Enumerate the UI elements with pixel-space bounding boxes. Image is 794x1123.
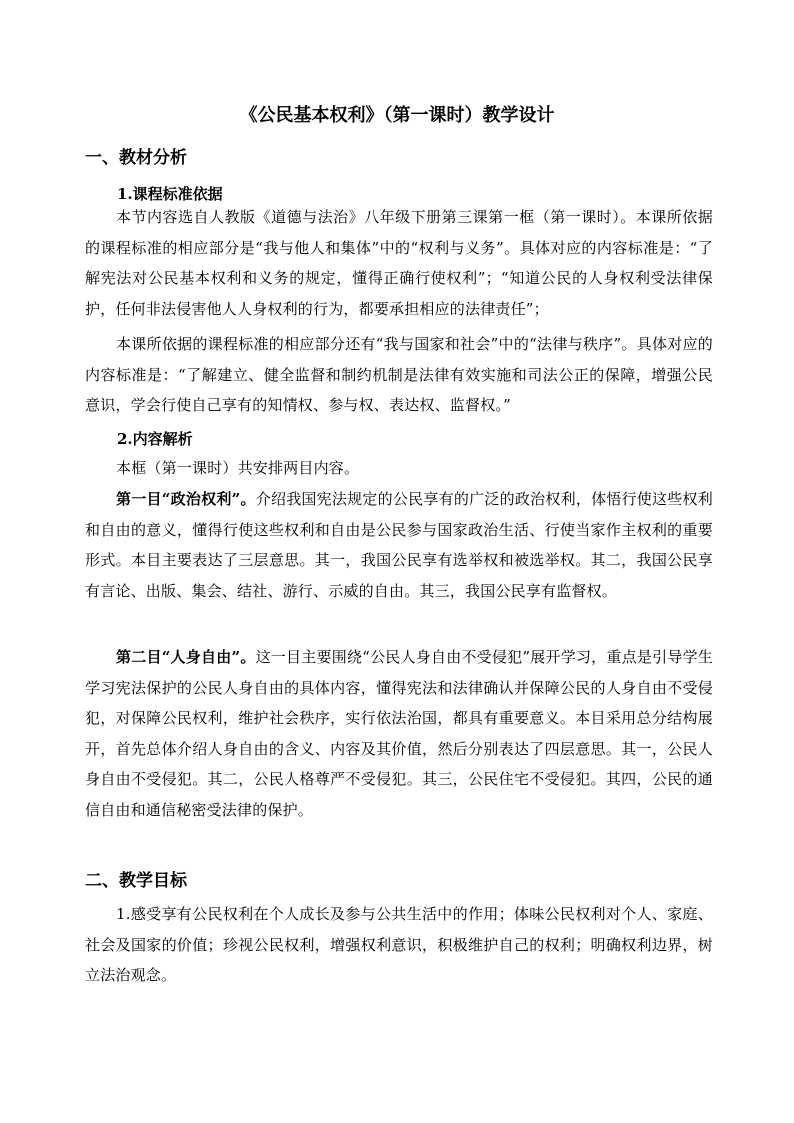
paragraph-content-overview: 本框（第一课时）共安排两目内容。 (116, 459, 360, 477)
section-heading-textbook-analysis: 一、教材分析 (85, 148, 187, 168)
paragraph-curriculum-standard-2: 本课所依据的课程标准的相应部分还有“我与国家和社会”中的“法律与秩序”。具体对应的内容标准是：“了解建立、健全监督和制约机制是法律有效实施和司法公正的保障，增强公民意识，学会行使自己享有的知情权、参与权、表达权、监督权。” (85, 335, 713, 414)
document-title: 《公民基本权利》（第一课时）教学设计 (239, 105, 555, 126)
paragraph-political-rights (85, 484, 713, 606)
paragraph-teaching-objective-1: 1.感受享有公民权利在个人成长及参与公共生活中的作用；体味公民权利对个人、家庭、社会及国家的价值；珍视公民权利，增强权利意识，积极维护自己的权利；明确权利边界，树立法治观念。 (85, 905, 713, 984)
political-rights-lead: 第一目“政治权利”。 (116, 490, 256, 508)
paragraph-curriculum-standard-1: 本节内容选自人教版《道德与法治》八年级下册第三课第一框（第一课时）。本课所依据的课程标准的相应部分是“我与他人和集体”中的“权利与义务”。具体对应的内容标准是：“了解宪法对公民基本权利和义务的规定，懂得正确行使权利”；“知道公民的人身权利受法律保护，任何非法侵害他人人身权利的行为，都要承担相应的法律责任”； (85, 208, 713, 318)
personal-freedom-body: 这一目主要围绕“公民人身自由不受侵犯”展开学习，重点是引导学生学习宪法保护的公民人身自由的具体内容，懂得宪法和法律确认并保障公民的人身自由不受侵犯，对保障公民权利，维护社会秩序，实行依法治国，都具有重要意义。本目采用总分结构展开，首先总体介绍人身自由的含义、内容及其价值，然后分别表达了四层意思。其一，公民人身自由不受侵犯。其二，公民人格尊严不受侵犯。其三，公民住宅不受侵犯。其四，公民的通信自由和通信秘密受法律的保护。 (85, 648, 713, 819)
personal-freedom-lead: 第二目“人身自由”。 (116, 648, 256, 666)
political-rights-body: 介绍我国宪法规定的公民享有的广泛的政治权利，体悟行使这些权利和自由的意义，懂得行使这些权利和自由是公民参与国家政治生活、行使当家作主权利的重要形式。本目主要表达了三层意思。其一，我国公民享有选举权和被选举权。其二，我国公民享有言论、出版、集会、结社、游行、示威的自由。其三，我国公民享有监督权。 (85, 490, 713, 600)
paragraph-personal-freedom (85, 642, 713, 825)
subsection-heading-content-analysis: 2.内容解析 (117, 430, 193, 448)
section-heading-teaching-objectives: 二、教学目标 (85, 871, 187, 891)
subsection-heading-curriculum-standard: 1.课程标准依据 (117, 185, 223, 203)
